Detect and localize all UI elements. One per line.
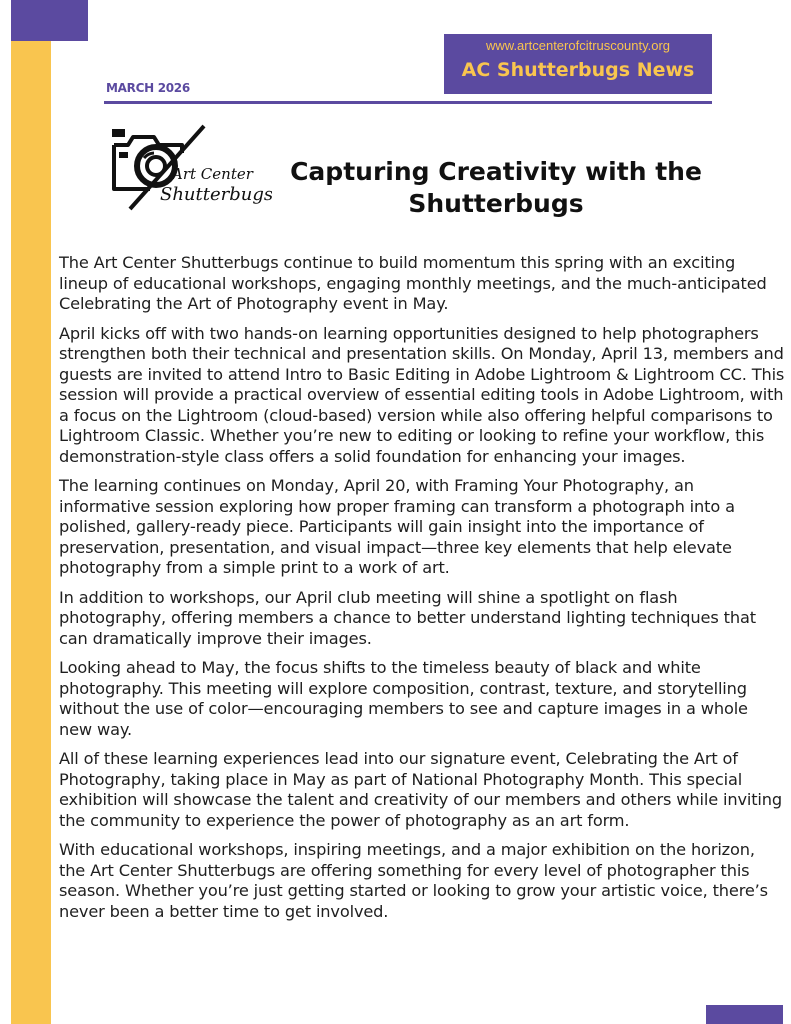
- article-paragraph: In addition to workshops, our April club meeting will shine a spotlight on flash photography, offering members a chance to better understand lighting techniques that can dramatically improve their images.: [59, 587, 756, 648]
- article-paragraph: The Art Center Shutterbugs continue to build momentum this spring with an exciting lineup of educational workshops, engaging monthly meetings, and the much-anticipated Celebrating the Art of Photography event in May.: [59, 253, 767, 313]
- logo-line2: Shutterbugs: [160, 184, 272, 205]
- website-url[interactable]: www.artcenterofcitruscounty.org: [486, 38, 670, 53]
- camera-icon: [104, 123, 272, 213]
- article-paragraph: With educational workshops, inspiring meetings, and a major exhibition on the horizon, the Art Center Shutterbugs are offering something for every level of photographer this season. Whether you’re just getting started or looking to grow your artistic voice, there’s never been a better time to get involved.: [59, 840, 768, 921]
- decorative-bottom-block: [706, 1005, 783, 1024]
- article-paragraph: Looking ahead to May, the focus shifts to the timeless beauty of black and white photography. This meeting will explore composition, contrast, texture, and storytelling without the use of color—encouraging members to see and capture images in a whole new way.: [59, 658, 748, 739]
- header-divider: [104, 101, 712, 104]
- masthead-banner: [444, 34, 712, 94]
- issue-date: MARCH 2026: [106, 81, 190, 95]
- logo-line1: Art Center: [172, 165, 253, 183]
- article-paragraph: The learning continues on Monday, April 20, with Framing Your Photography, an informative session exploring how proper framing can transform a photograph into a polished, gallery-ready piece. Participants will gain insight into the importance of preservation, presentation, and visual impact—three key elements that help elevate photography from a simple print to a work of art.: [59, 476, 735, 577]
- article-paragraph: April kicks off with two hands-on learning opportunities designed to help photographers strengthen both their technical and presentation skills. On Monday, April 13, members and guests are invited to attend Intro to Basic Editing in Adobe Lightroom & Lightroom CC. This session will provide a practical overview of essential editing tools in Adobe Lightroom, with a focus on the Lightroom (cloud-based) version while also offering helpful comparisons to Lightroom Classic. Whether you’re new to editing or looking to refine your workflow, this demonstration-style class offers a solid foundation for enhancing your images.: [59, 323, 785, 466]
- article-paragraph: All of these learning experiences lead into our signature event, Celebrating the Art of Photography, taking place in May as part of National Photography Month. This special exhibition will showcase the talent and creativity of our members and others while inviting the community to experience the power of photography as an art form.: [59, 749, 783, 830]
- shutterbugs-logo: [104, 123, 272, 213]
- decorative-side-bar: [11, 0, 51, 1024]
- decorative-corner-block: [11, 0, 88, 41]
- article-body: [59, 253, 785, 931]
- newsletter-name: AC Shutterbugs News: [461, 59, 695, 81]
- article-headline: Capturing Creativity with the Shutterbugs: [290, 157, 702, 218]
